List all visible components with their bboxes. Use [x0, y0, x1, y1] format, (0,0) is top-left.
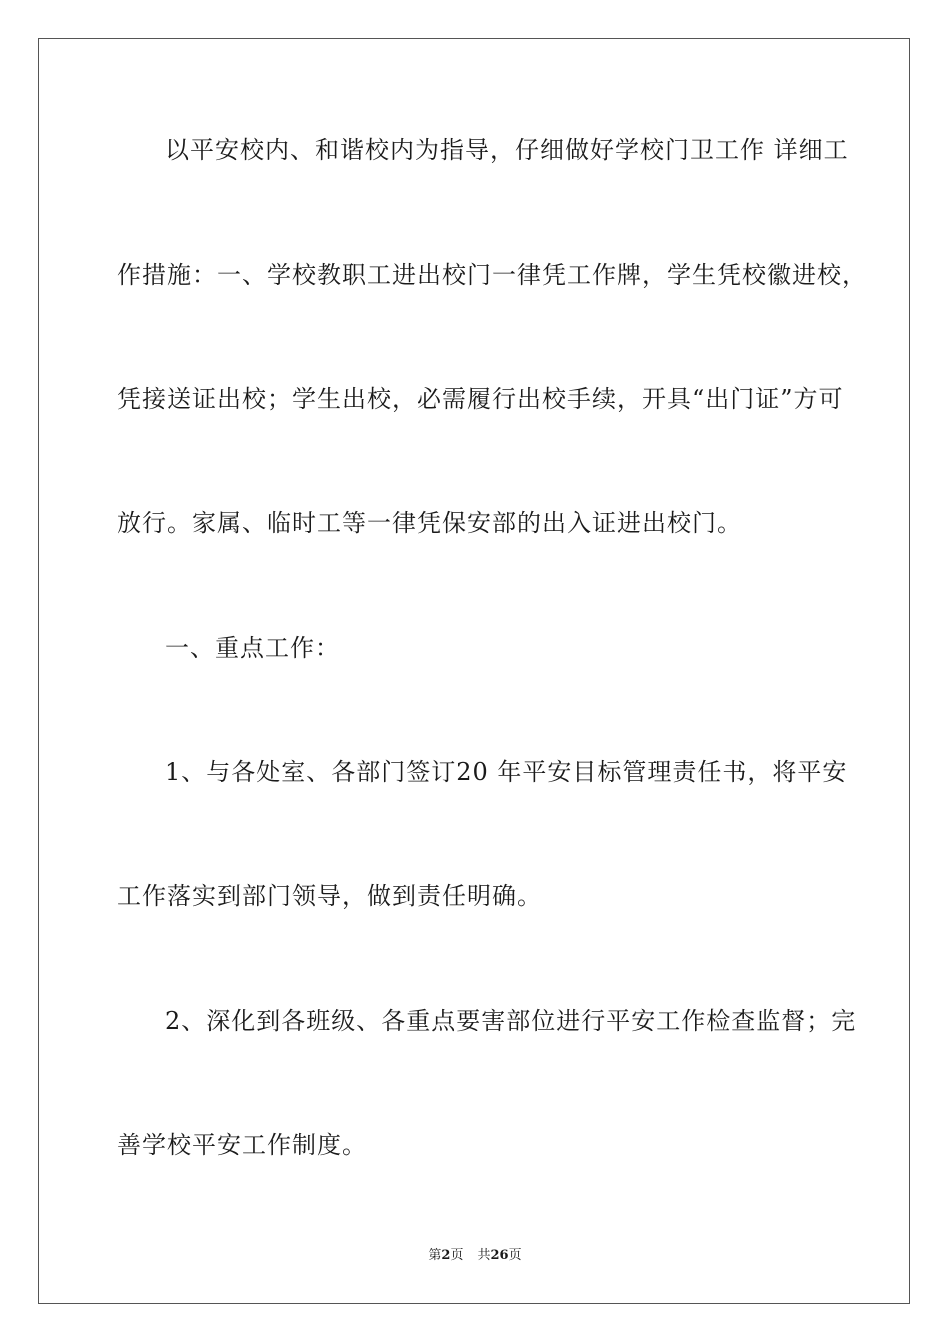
- paragraph-line-6: 1、与各处室、各部门签订20 年平安目标管理责任书，将平安: [165, 758, 848, 786]
- footer-page-number: 2: [441, 1248, 451, 1263]
- footer-total-suffix: 页: [508, 1248, 522, 1263]
- footer-page-suffix: 页: [450, 1248, 464, 1263]
- footer-total-pages: 26: [490, 1248, 509, 1263]
- paragraph-line-2: 作措施：一、学校教职工进出校门一律凭工作牌，学生凭校徽进校，: [117, 261, 867, 289]
- footer-prefix: 第: [428, 1248, 442, 1263]
- footer-total-prefix: 共: [477, 1248, 491, 1263]
- paragraph-line-4: 放行。家属、临时工等一律凭保安部的出入证进出校门。: [117, 509, 742, 537]
- paragraph-line-9: 善学校平安工作制度。: [117, 1131, 367, 1159]
- page-footer: [0, 1247, 950, 1265]
- paragraph-line-8: 2、深化到各班级、各重点要害部位进行平安工作检查监督；完: [165, 1007, 857, 1035]
- paragraph-line-1: 以平安校内、和谐校内为指导，仔细做好学校门卫工作 详细工: [165, 136, 849, 164]
- paragraph-line-7: 工作落实到部门领导，做到责任明确。: [117, 882, 542, 910]
- page-frame: [38, 38, 910, 1304]
- section-heading: 一、重点工作：: [165, 634, 340, 662]
- paragraph-line-3: 凭接送证出校；学生出校，必需履行出校手续，开具“出门证”方可: [117, 385, 844, 413]
